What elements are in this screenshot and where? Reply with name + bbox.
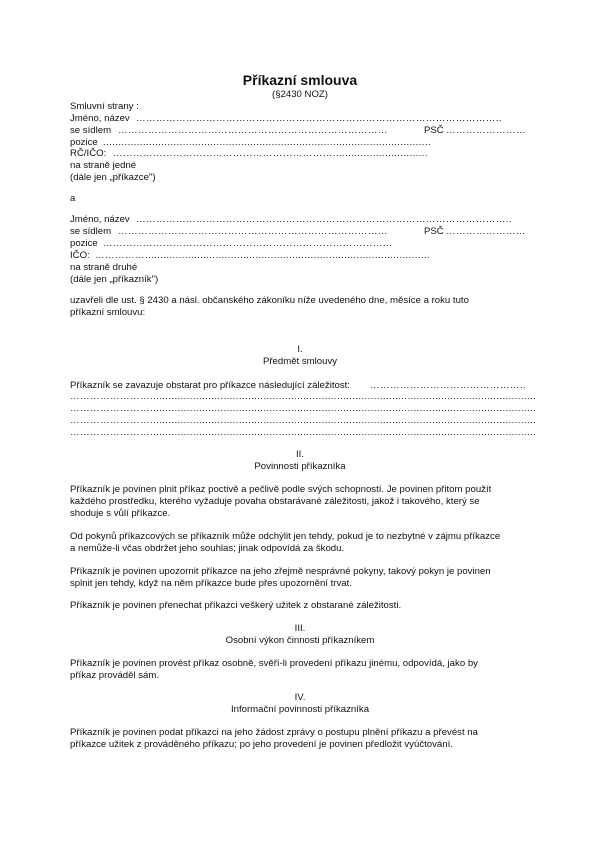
- paragraph-line: Příkazník je povinen provést příkaz osobně, svěří-li provedení příkazu jinému, odpovídá, jako by: [70, 658, 478, 669]
- section2-paragraph-1: [70, 484, 540, 520]
- party2-name-dots: …………………………………………………………………………………………………..: [136, 214, 512, 225]
- paragraph-line: Příkazník je povinen upozornit příkazce na jeho zřejmě nesprávné pokyny, takový pokyn je povinen: [70, 566, 491, 577]
- party2-psc-label: PSČ: [424, 226, 444, 237]
- section3-heading: Osobní výkon činnosti příkazníkem: [225, 635, 375, 646]
- intro-line: příkazní smlouvu:: [70, 307, 146, 318]
- section1-heading: Předmět smlouvy: [262, 356, 338, 367]
- party1-position-dots: ...........................................................................................................: [103, 137, 432, 148]
- party2-seat-dots: ………………………………………………………………………: [118, 226, 388, 237]
- party1-name-dots: ………………………………………………………………………………………………..: [136, 113, 502, 124]
- paragraph-line: Od pokynů příkazcových se příkazník může odchýlit jen tehdy, pokud je to nezbytné v zájmu příkazce: [70, 531, 501, 542]
- intro-paragraph: [70, 295, 540, 319]
- party1-seat-dots: ………………………………………………………………………: [118, 125, 388, 136]
- party2-id-dots: …………….............................................................................................: [95, 250, 431, 261]
- paragraph-line: příkazce užitek z prováděného příkazu; po jeho provedení je povinen předložit vyúčtování.: [70, 739, 453, 750]
- section1-dot-line: ……………………..............................................................................................................................: [70, 403, 537, 414]
- section4-number: IV.: [294, 692, 306, 703]
- section1-dot-line: ……………………..............................................................................................................................: [70, 415, 537, 426]
- and-label: a: [70, 193, 76, 204]
- party2-id-label: IČO:: [70, 250, 90, 261]
- party2-position-dots: ……………………………………………………………………………: [103, 238, 393, 249]
- party1-alias: (dále jen „příkazce"): [70, 172, 156, 183]
- party1-psc-dots: ……………………: [446, 125, 526, 136]
- section2-number: II.: [296, 449, 304, 460]
- party1-seat-label: se sídlem: [70, 125, 112, 136]
- party1-position-label: pozice: [70, 137, 98, 148]
- section2-paragraph-2: [70, 531, 540, 555]
- party2-alias: (dále jen „příkazník"): [70, 274, 159, 285]
- party2-side-label: na straně druhé: [70, 262, 138, 273]
- paragraph-line: Příkazník je povinen plnit příkaz poctivě a pečlivě podle svých schopností. Je povinen přitom použít: [70, 484, 492, 495]
- section1-first-line-dots: ………………………………………..: [370, 380, 527, 391]
- paragraph-line: a nemůže-li včas obdržet jeho souhlas; jinak odpovídá za škodu.: [70, 543, 345, 554]
- section1-first-line: Příkazník se zavazuje obstarat pro příkazce následující záležitost:: [70, 380, 350, 391]
- section2-heading: Povinnosti příkazníka: [254, 461, 346, 472]
- party2-name-label: Jméno, název: [70, 214, 130, 225]
- section4-heading: Informační povinnosti příkazníka: [230, 704, 370, 715]
- paragraph-line: Příkazník je povinen přenechat příkazci veškerý užitek z obstarané záležitosti.: [70, 600, 402, 611]
- document-title: Příkazní smlouva: [242, 72, 358, 88]
- section2-paragraph-3: [70, 566, 540, 590]
- section1-number: I.: [297, 344, 303, 355]
- section3-paragraph-1: [70, 658, 540, 682]
- document-subtitle: (§2430 NOZ): [272, 89, 328, 100]
- intro-line: uzavřeli dle ust. § 2430 a násl. občanského zákoníku níže uvedeného dne, měsíce a roku tuto: [70, 295, 469, 306]
- paragraph-line: příkaz prováděl sám.: [70, 670, 160, 681]
- party1-id-label: RČ/IČO:: [70, 148, 107, 159]
- section3-number: III.: [294, 623, 306, 634]
- paragraph-line: Příkazník je povinen podat příkazci na jeho žádost zprávy o postupu plnění příkazu a převést na: [70, 727, 478, 738]
- paragraph-line: každého prostředku, kterého vyžaduje povaha obstarávané záležitosti, jakož i takového, který se: [70, 496, 480, 507]
- paragraph-line: splnit jen tehdy, když na něm příkazce bude přes upozornění trvat.: [70, 578, 352, 589]
- party1-side-label: na straně jedné: [70, 160, 137, 171]
- party2-position-label: pozice: [70, 238, 98, 249]
- section2-paragraph-4: [70, 600, 540, 612]
- party1-psc-label: PSČ: [424, 125, 444, 136]
- party1-name-label: Jméno, název: [70, 113, 130, 124]
- party2-psc-dots: …………………...: [446, 226, 526, 237]
- party1-id-dots: …………………………………………………………...............................: [113, 148, 428, 159]
- paragraph-line: shoduje s vůlí příkazce.: [70, 508, 171, 519]
- section4-paragraph-1: [70, 727, 540, 751]
- section1-dot-line: ……………………..............................................................................................................................: [70, 427, 537, 438]
- party2-seat-label: se sídlem: [70, 226, 112, 237]
- parties-label: Smluvní strany :: [70, 101, 139, 112]
- section1-dot-line: ……………………..............................................................................................................................: [70, 391, 537, 402]
